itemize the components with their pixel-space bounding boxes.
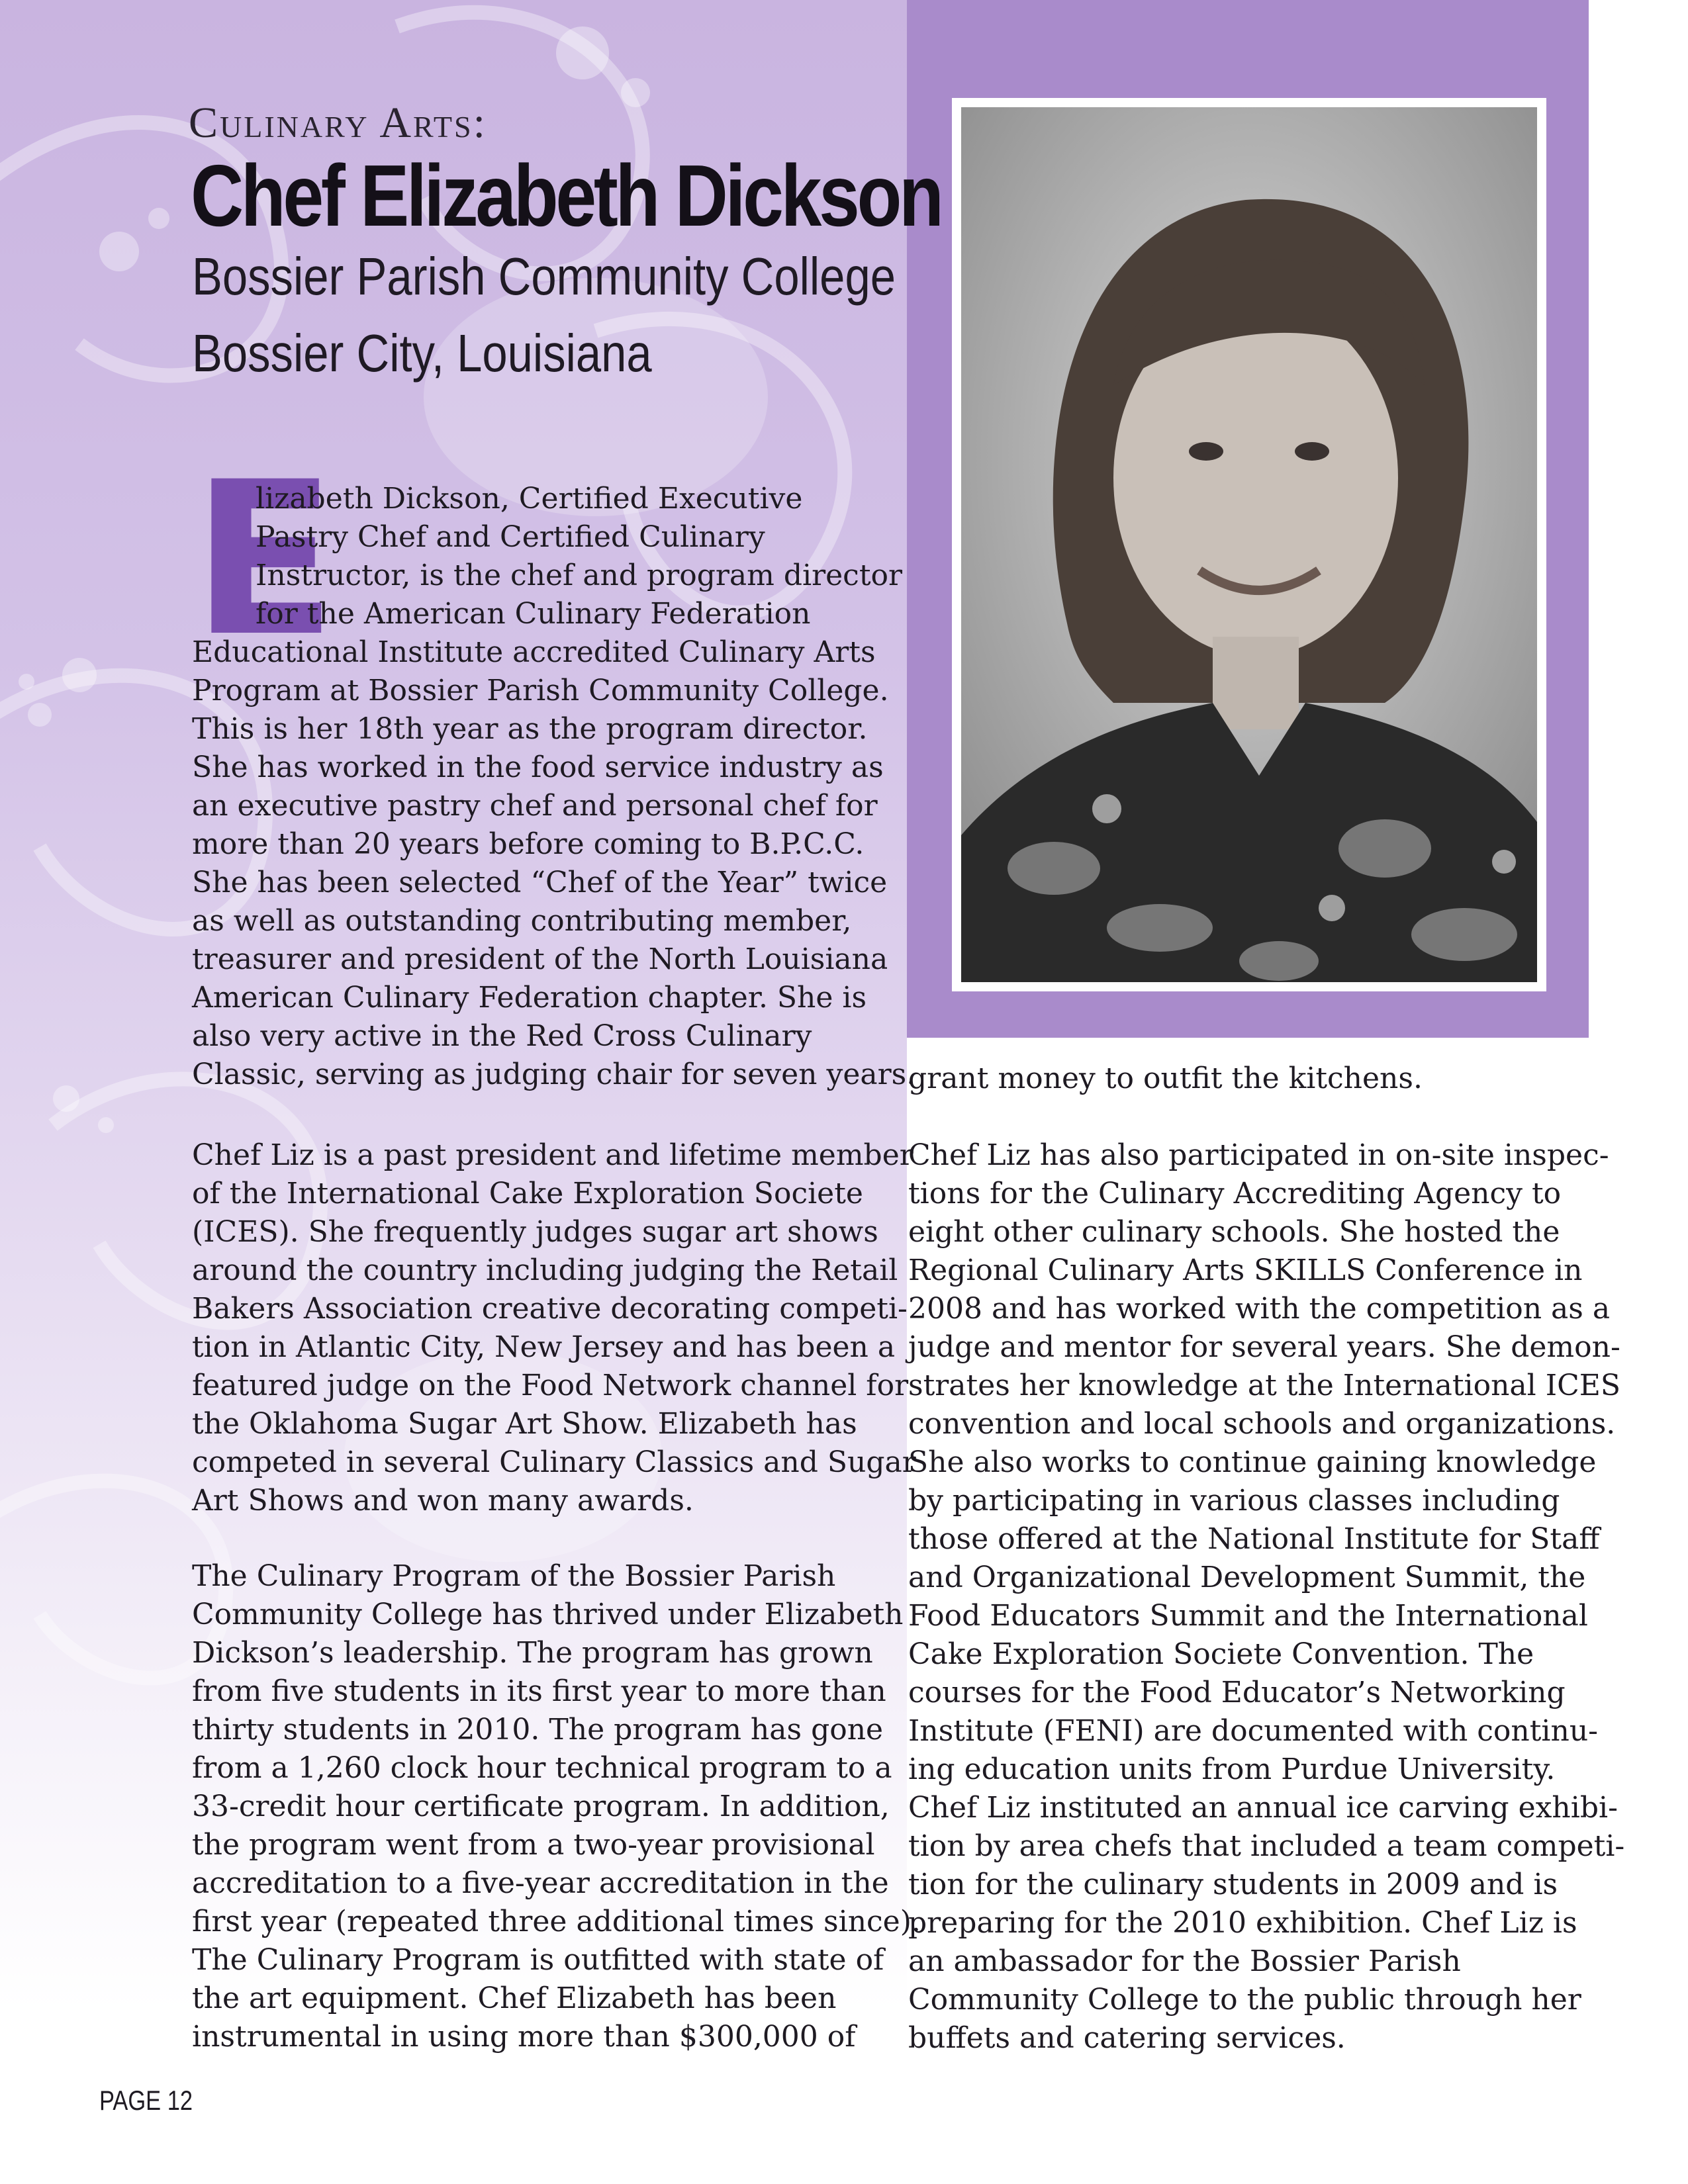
column-2-paragraph-2 xyxy=(908,1136,1624,2058)
text-line: tion by area chefs that included a team competi- xyxy=(908,1829,1625,1863)
text-line: This is her 18th year as the program director. xyxy=(192,712,868,746)
portrait-illustration xyxy=(961,107,1537,982)
photo-frame xyxy=(952,98,1546,991)
text-line: lizabeth Dickson, Certified Executive xyxy=(256,482,803,516)
text-line: She has been selected “Chef of the Year” twice xyxy=(192,866,888,899)
text-line: preparing for the 2010 exhibition. Chef Liz is xyxy=(908,1906,1577,1940)
text-line: (ICES). She frequently judges sugar art shows xyxy=(192,1215,878,1249)
text-line: She also works to continue gaining knowledge xyxy=(908,1445,1597,1479)
text-line: first year (repeated three additional times since). xyxy=(192,1905,921,1938)
paragraph-2 xyxy=(192,1136,916,1520)
text-line: Institute (FENI) are documented with continu- xyxy=(908,1714,1599,1748)
text-line: as well as outstanding contributing member, xyxy=(192,904,852,938)
text-line: treasurer and president of the North Louisiana xyxy=(192,942,888,976)
text-line: courses for the Food Educator’s Networking xyxy=(908,1676,1566,1709)
text-line: Regional Culinary Arts SKILLS Conference in xyxy=(908,1253,1583,1287)
paragraph-1 xyxy=(192,480,915,1094)
text-line: thirty students in 2010. The program has gone xyxy=(192,1713,884,1747)
paragraph-continued xyxy=(908,1060,1423,1098)
text-line: Instructor, is the chef and program director xyxy=(256,559,903,592)
text-line: those offered at the National Institute for Staff xyxy=(908,1522,1600,1556)
text-line: Community College to the public through her xyxy=(908,1983,1581,2017)
text-line: the program went from a two-year provisional xyxy=(192,1828,875,1862)
text-line: tion in Atlantic City, New Jersey and has been a xyxy=(192,1330,896,1364)
text-line: featured judge on the Food Network channel for xyxy=(192,1369,909,1402)
page-number: PAGE 12 xyxy=(99,2085,193,2116)
text-line: eight other culinary schools. She hosted the xyxy=(908,1215,1560,1249)
text-line: around the country including judging the Retail xyxy=(192,1253,898,1287)
text-line: also very active in the Red Cross Culinary xyxy=(192,1019,812,1053)
text-line: accreditation to a five-year accreditation in the xyxy=(192,1866,889,1900)
text-line: and Organizational Development Summit, the xyxy=(908,1561,1586,1594)
text-line: The Culinary Program of the Bossier Parish xyxy=(192,1559,836,1593)
text-line: grant money to outfit the kitchens. xyxy=(908,1062,1423,1095)
text-line: tion for the culinary students in 2009 and is xyxy=(908,1868,1558,1901)
text-line: convention and local schools and organizations. xyxy=(908,1407,1616,1441)
text-line: judge and mentor for several years. She demon- xyxy=(908,1330,1620,1364)
text-line: 33-credit hour certificate program. In addition, xyxy=(192,1790,890,1823)
text-line: from a 1,260 clock hour technical program to a xyxy=(192,1751,892,1785)
section-kicker: Culinary Arts: xyxy=(189,99,487,147)
text-line: an ambassador for the Bossier Parish xyxy=(908,1944,1461,1978)
text-line: Educational Institute accredited Culinary Arts xyxy=(192,635,876,669)
text-line: Bakers Association creative decorating competi- xyxy=(192,1292,908,1326)
text-line: strates her knowledge at the International ICES xyxy=(908,1369,1621,1402)
text-line: of the International Cake Exploration Societe xyxy=(192,1177,863,1210)
text-line: 2008 and has worked with the competition as a xyxy=(908,1292,1611,1326)
text-line: Dickson’s leadership. The program has grown xyxy=(192,1636,873,1670)
drop-cap: E xyxy=(192,437,337,683)
paragraph-3 xyxy=(192,1557,921,2056)
text-line: more than 20 years before coming to B.P.C.C. xyxy=(192,827,865,861)
text-line: ing education units from Purdue University. xyxy=(908,1752,1556,1786)
text-line: Program at Bossier Parish Community College. xyxy=(192,674,889,707)
text-line: an executive pastry chef and personal chef for xyxy=(192,789,878,823)
portrait-photo xyxy=(961,107,1537,982)
article-title: Chef Elizabeth Dickson xyxy=(191,147,941,244)
text-line: instrumental in using more than $300,000 of xyxy=(192,2020,856,2054)
text-line: the Oklahoma Sugar Art Show. Elizabeth has xyxy=(192,1407,857,1441)
text-line: The Culinary Program is outfitted with state of xyxy=(192,1943,884,1977)
text-line: Food Educators Summit and the International xyxy=(908,1599,1588,1633)
text-line: She has worked in the food service industry as xyxy=(192,751,884,784)
text-line: competed in several Culinary Classics and Sugar xyxy=(192,1445,916,1479)
text-line: for the American Culinary Federation xyxy=(256,597,811,631)
text-line: Chef Liz is a past president and lifetime member xyxy=(192,1138,914,1172)
text-line: Cake Exploration Societe Convention. The xyxy=(908,1637,1534,1671)
text-line: Art Shows and won many awards. xyxy=(192,1484,694,1518)
text-line: buffets and catering services. xyxy=(908,2021,1346,2055)
paragraph-4 xyxy=(908,1136,1624,2058)
text-line: Community College has thrived under Elizabeth xyxy=(192,1598,904,1631)
column-1-paragraph-3 xyxy=(192,1557,921,2056)
photo-panel xyxy=(907,0,1589,1038)
college-location: Bossier City, Louisiana xyxy=(192,324,652,383)
text-line: Chef Liz instituted an annual ice carving exhibi- xyxy=(908,1791,1618,1825)
column-2 xyxy=(908,1060,1423,1098)
text-line: Classic, serving as judging chair for seven years. xyxy=(192,1058,916,1091)
text-line: Chef Liz has also participated in on-site inspec- xyxy=(908,1138,1609,1172)
column-1 xyxy=(192,480,915,1094)
text-line: American Culinary Federation chapter. She is xyxy=(192,981,867,1015)
text-line: the art equipment. Chef Elizabeth has been xyxy=(192,1981,837,2015)
text-line: from five students in its first year to more than xyxy=(192,1674,886,1708)
text-line: Pastry Chef and Certified Culinary xyxy=(256,520,765,554)
college-name: Bossier Parish Community College xyxy=(192,247,896,306)
text-line: tions for the Culinary Accrediting Agency to xyxy=(908,1177,1562,1210)
column-1-paragraph-2 xyxy=(192,1136,916,1520)
text-line: by participating in various classes including xyxy=(908,1484,1560,1518)
